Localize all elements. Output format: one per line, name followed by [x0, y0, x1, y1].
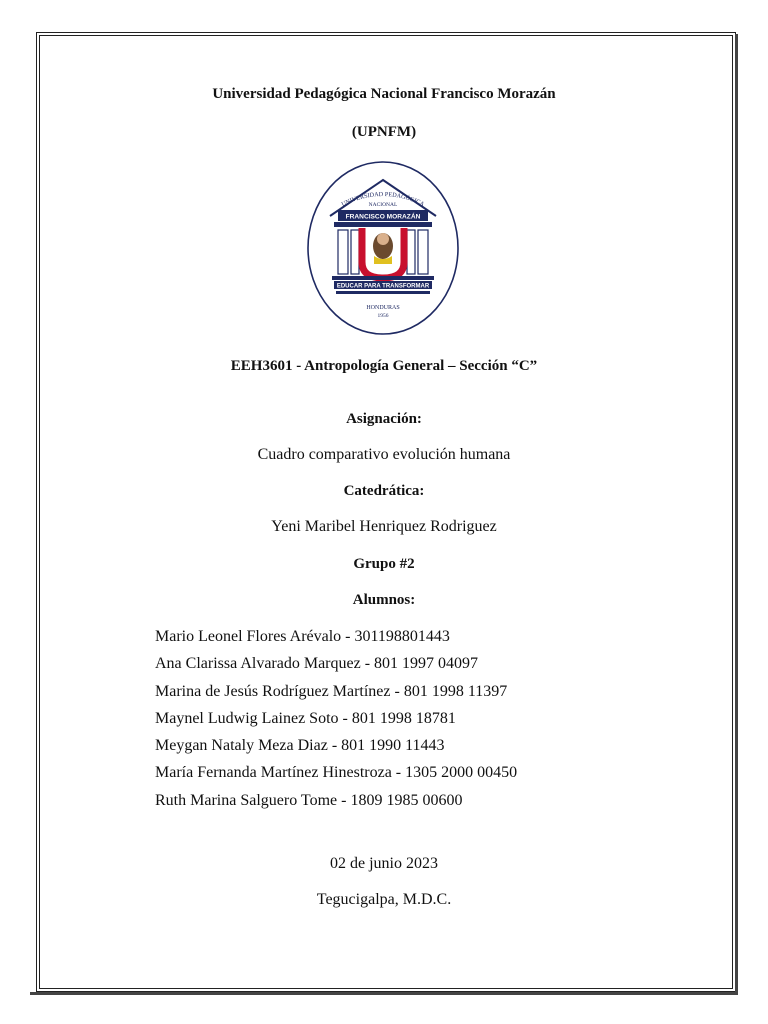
- student-item: Meygan Nataly Meza Diaz - 801 1990 11443: [155, 737, 445, 755]
- logo-country: HONDURAS: [366, 305, 400, 311]
- logo-name-banner: FRANCISCO MORAZÁN: [345, 213, 421, 221]
- student-item: Ruth Marina Salguero Tome - 1809 1985 00600: [155, 791, 463, 809]
- university-logo: [306, 160, 460, 336]
- university-acronym: (UPNFM): [351, 124, 417, 140]
- document-date: 02 de junio 2023: [330, 855, 438, 872]
- document-city: Tegucigalpa, M.D.C.: [316, 891, 452, 908]
- student-item: Marina de Jesús Rodríguez Martínez - 801 1998 11397: [155, 682, 508, 700]
- student-item: Maynel Ludwig Lainez Soto - 801 1998 18781: [155, 709, 456, 727]
- lecturer-name: Yeni Maribel Henriquez Rodriguez: [271, 518, 497, 535]
- student-item: María Fernanda Martínez Hinestroza - 1305 2000 00450: [155, 764, 518, 782]
- assignment-label: Asignación:: [346, 411, 422, 427]
- page-border-shadow-bottom: [30, 992, 738, 995]
- logo-nacional: NACIONAL: [368, 202, 398, 208]
- logo-arc-text: UNIVERSIDAD PEDAGÓGICA: [340, 190, 426, 209]
- assignment-value: Cuadro comparativo evolución humana: [257, 446, 511, 463]
- student-item: Ana Clarissa Alvarado Marquez - 801 1997 04097: [155, 655, 479, 673]
- student-item: Mario Leonel Flores Arévalo - 301198801443: [155, 628, 450, 645]
- page-border-shadow-right: [735, 34, 738, 994]
- lecturer-label: Catedrática:: [343, 483, 425, 499]
- course-title: EEH3601 - Antropología General – Sección “C”: [230, 358, 538, 374]
- logo-motto: EDUCAR PARA TRANSFORMAR: [336, 283, 430, 290]
- logo-year: 1956: [377, 313, 389, 319]
- group-label: Grupo #2: [353, 556, 415, 572]
- university-name: Universidad Pedagógica Nacional Francisco Morazán: [212, 86, 556, 102]
- students-label: Alumnos:: [352, 592, 416, 608]
- students-list: [155, 627, 517, 818]
